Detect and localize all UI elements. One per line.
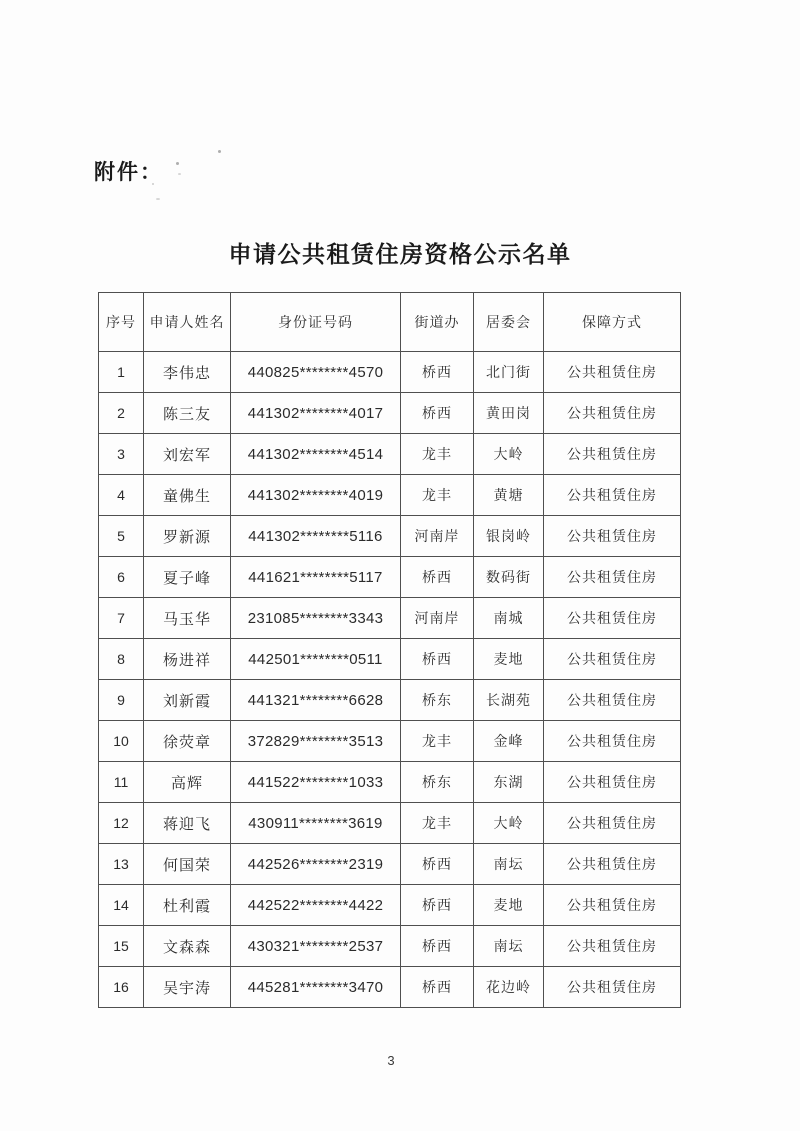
scan-artifact: [176, 162, 179, 165]
table-header-row: [99, 293, 681, 352]
column-header-name: 申请人姓名: [144, 293, 231, 352]
table-cell: 桥西: [401, 393, 474, 434]
table-cell: 231085********3343: [231, 598, 401, 639]
page-number: 3: [387, 1053, 395, 1068]
table-row: [99, 598, 681, 639]
table-cell: 1: [99, 352, 144, 393]
scan-artifact: [218, 150, 221, 153]
table-cell: 6: [99, 557, 144, 598]
table-cell: 3: [99, 434, 144, 475]
table-cell: 12: [99, 803, 144, 844]
table-cell: 何国荣: [144, 844, 231, 885]
table-cell: 龙丰: [401, 803, 474, 844]
table-cell: 高辉: [144, 762, 231, 803]
table-cell: 公共租赁住房: [544, 475, 681, 516]
table-cell: 441302********4017: [231, 393, 401, 434]
table-body: [99, 352, 681, 1008]
table-cell: 文森森: [144, 926, 231, 967]
table-cell: 麦地: [474, 885, 544, 926]
table-cell: 长湖苑: [474, 680, 544, 721]
table-row: [99, 844, 681, 885]
table-cell: 南坛: [474, 844, 544, 885]
table-cell: 公共租赁住房: [544, 967, 681, 1008]
table-cell: 南城: [474, 598, 544, 639]
table-cell: 4: [99, 475, 144, 516]
table-cell: 9: [99, 680, 144, 721]
table-cell: 桥西: [401, 926, 474, 967]
table-cell: 河南岸: [401, 516, 474, 557]
column-header-index: 序号: [99, 293, 144, 352]
scan-artifact: [178, 173, 181, 175]
table-cell: 441522********1033: [231, 762, 401, 803]
table-cell: 441302********4514: [231, 434, 401, 475]
table-cell: 2: [99, 393, 144, 434]
table-cell: 15: [99, 926, 144, 967]
table-cell: 北门街: [474, 352, 544, 393]
table-cell: 445281********3470: [231, 967, 401, 1008]
document-title: 申请公共租赁住房资格公示名单: [228, 242, 572, 267]
table-row: [99, 393, 681, 434]
table-cell: 440825********4570: [231, 352, 401, 393]
table-cell: 陈三友: [144, 393, 231, 434]
table-cell: 桥西: [401, 352, 474, 393]
table-cell: 吴宇涛: [144, 967, 231, 1008]
column-header-street: 街道办: [401, 293, 474, 352]
table-cell: 430911********3619: [231, 803, 401, 844]
table-row: [99, 516, 681, 557]
table-cell: 黄田岗: [474, 393, 544, 434]
table-cell: 公共租赁住房: [544, 721, 681, 762]
table-cell: 公共租赁住房: [544, 680, 681, 721]
table-cell: 徐荧章: [144, 721, 231, 762]
table-cell: 桥西: [401, 967, 474, 1008]
table-cell: 东湖: [474, 762, 544, 803]
table-cell: 南坛: [474, 926, 544, 967]
table-cell: 龙丰: [401, 721, 474, 762]
column-header-id-number: 身份证号码: [231, 293, 401, 352]
table-cell: 大岭: [474, 803, 544, 844]
table-cell: 李伟忠: [144, 352, 231, 393]
table-cell: 花边岭: [474, 967, 544, 1008]
table-cell: 龙丰: [401, 475, 474, 516]
applicant-table: [98, 292, 681, 1008]
table-row: [99, 639, 681, 680]
table-row: [99, 926, 681, 967]
table-cell: 公共租赁住房: [544, 352, 681, 393]
table-cell: 杨进祥: [144, 639, 231, 680]
table-cell: 桥西: [401, 557, 474, 598]
table-cell: 5: [99, 516, 144, 557]
table-cell: 银岗岭: [474, 516, 544, 557]
table-cell: 公共租赁住房: [544, 516, 681, 557]
table-cell: 公共租赁住房: [544, 803, 681, 844]
table-cell: 13: [99, 844, 144, 885]
table-cell: 公共租赁住房: [544, 844, 681, 885]
table-cell: 夏子峰: [144, 557, 231, 598]
table-cell: 刘宏军: [144, 434, 231, 475]
table-cell: 公共租赁住房: [544, 393, 681, 434]
table-cell: 441302********5116: [231, 516, 401, 557]
table-row: [99, 803, 681, 844]
table-cell: 8: [99, 639, 144, 680]
attachment-label: 附件：: [94, 160, 163, 184]
table-row: [99, 967, 681, 1008]
table-cell: 442501********0511: [231, 639, 401, 680]
table-cell: 桥西: [401, 639, 474, 680]
table-cell: 公共租赁住房: [544, 557, 681, 598]
table-cell: 大岭: [474, 434, 544, 475]
table-cell: 刘新霞: [144, 680, 231, 721]
table-cell: 桥西: [401, 885, 474, 926]
table-cell: 10: [99, 721, 144, 762]
table-row: [99, 680, 681, 721]
table-cell: 442526********2319: [231, 844, 401, 885]
table-cell: 11: [99, 762, 144, 803]
table-cell: 公共租赁住房: [544, 926, 681, 967]
table-row: [99, 434, 681, 475]
table-row: [99, 885, 681, 926]
column-header-guarantee: 保障方式: [544, 293, 681, 352]
table-cell: 杜利霞: [144, 885, 231, 926]
table-cell: 马玉华: [144, 598, 231, 639]
column-header-committee: 居委会: [474, 293, 544, 352]
table-cell: 372829********3513: [231, 721, 401, 762]
table-cell: 公共租赁住房: [544, 434, 681, 475]
table-cell: 14: [99, 885, 144, 926]
table-cell: 罗新源: [144, 516, 231, 557]
table-cell: 公共租赁住房: [544, 885, 681, 926]
table-cell: 公共租赁住房: [544, 598, 681, 639]
table-row: [99, 557, 681, 598]
table-row: [99, 721, 681, 762]
table-cell: 黄塘: [474, 475, 544, 516]
table-cell: 龙丰: [401, 434, 474, 475]
table-cell: 441321********6628: [231, 680, 401, 721]
table-row: [99, 762, 681, 803]
table-cell: 河南岸: [401, 598, 474, 639]
table-cell: 430321********2537: [231, 926, 401, 967]
table-cell: 麦地: [474, 639, 544, 680]
table-cell: 桥东: [401, 762, 474, 803]
table-cell: 桥西: [401, 844, 474, 885]
table-cell: 数码街: [474, 557, 544, 598]
table-cell: 公共租赁住房: [544, 639, 681, 680]
table-cell: 金峰: [474, 721, 544, 762]
table-cell: 童佛生: [144, 475, 231, 516]
table-cell: 441621********5117: [231, 557, 401, 598]
table-row: [99, 475, 681, 516]
table-cell: 442522********4422: [231, 885, 401, 926]
table-cell: 蒋迎飞: [144, 803, 231, 844]
table-row: [99, 352, 681, 393]
table-cell: 441302********4019: [231, 475, 401, 516]
scan-artifact: [156, 198, 160, 200]
table-cell: 桥东: [401, 680, 474, 721]
table-cell: 16: [99, 967, 144, 1008]
table-cell: 公共租赁住房: [544, 762, 681, 803]
table-cell: 7: [99, 598, 144, 639]
